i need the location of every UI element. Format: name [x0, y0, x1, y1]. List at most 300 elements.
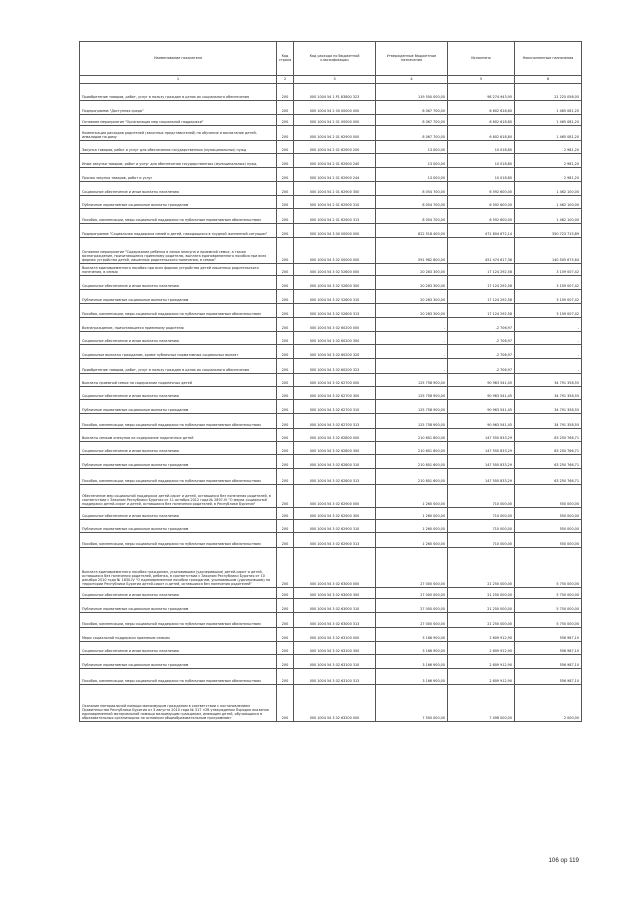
header-indicator-name: Наименование показателя	[80, 42, 277, 76]
table-cell-code: 200	[277, 182, 294, 196]
table-cell-unexecuted: 2 981,20	[515, 168, 582, 182]
table-header-row	[80, 42, 582, 76]
table-cell-kbk: 000 1004 54 3 02 62800 000	[294, 429, 376, 442]
table-cell-unexecuted: 2 981,20	[515, 141, 582, 154]
table-cell-name: Закупка товаров, работ и услуг для обеспечения государственных (муниципальных) нужд	[80, 141, 277, 154]
table-cell-executed: 710 000,00	[448, 508, 515, 520]
table-cell-approved: 27 000 000,00	[376, 613, 448, 628]
table-cell-unexecuted: 1 465 081,20	[515, 115, 582, 126]
table-cell-approved: 125 758 900,00	[376, 387, 448, 400]
table-cell-unexecuted: 34 791 358,55	[515, 400, 582, 414]
table-cell-unexecuted: 556 987,10	[515, 655, 582, 669]
table-cell-name: Подпрограмма "Доступная среда"	[80, 101, 277, 115]
table-row	[80, 508, 582, 520]
table-cell-code: 200	[277, 588, 294, 599]
table-cell-name: Выплата единовременного пособия гражданам, усыновившим (удочерившим) детей-сирот и детей, оставшихся без попечения родителей, ребенка, в соответствии с Законом Республики Бурятия от 10 декабря 2010 года № 1830-IV "О единовременном пособии гражданам, усыновившим (удочерившим) на территории Республики Бурятия детей-сирот и детей, оставшихся без попечения родителей"	[80, 548, 277, 588]
table-cell-executed: 17 124 292,58	[448, 290, 515, 304]
table-cell-kbk: 000 1004 54 3 02 62900 300	[294, 508, 376, 520]
table-cell-unexecuted: 556 987,10	[515, 669, 582, 685]
table-cell-kbk: 000 1004 54 3 02 62800 300	[294, 442, 376, 455]
table-cell-name: Социальное обеспечение и иные выплаты населению	[80, 182, 277, 196]
table-cell-name: Приобретение товаров, работ, услуг в пользу граждан в целях их социального обеспечения	[80, 359, 277, 374]
table-cell-executed: -2 706,97	[448, 318, 515, 332]
table-cell-code: 200	[277, 508, 294, 520]
table-cell-kbk: 000 1004 54 3 02 63000 310	[294, 599, 376, 613]
table-cell-approved: 8 054 700,00	[376, 209, 448, 224]
table-cell-unexecuted: 550 000,00	[515, 520, 582, 533]
table-row	[80, 196, 582, 209]
table-cell-approved: 20 283 300,00	[376, 276, 448, 290]
table-cell-executed: 471 804 672,14	[448, 224, 515, 238]
table-cell-name: Публичные нормативные социальные выплаты гражданам	[80, 400, 277, 414]
table-cell-name: Публичные нормативные социальные выплаты гражданам	[80, 196, 277, 209]
table-cell-executed: 2 609 912,90	[448, 655, 515, 669]
table-cell-kbk: 000 1004 54 3 02 63100 313	[294, 669, 376, 685]
table-cell-name: Публичные нормативные социальные выплаты гражданам	[80, 520, 277, 533]
table-cell-approved: 822 518 400,00	[376, 224, 448, 238]
table-cell-executed: 710 000,00	[448, 520, 515, 533]
header-executed: Исполнено	[448, 42, 515, 76]
table-cell-executed: -2 706,97	[448, 359, 515, 374]
table-cell-unexecuted: 1 462 100,00	[515, 209, 582, 224]
table-cell-unexecuted: 1 465 081,20	[515, 126, 582, 141]
table-cell-name: Иные закупки товаров, работ и услуг для обеспечения государственных (муниципальных) нужд	[80, 154, 277, 168]
table-cell-approved: 8 067 700,00	[376, 115, 448, 126]
table-cell-kbk: 000 1004 54 3 02 62800 310	[294, 455, 376, 469]
table-cell-name: Пособия, компенсации, меры социальной поддержки по публичным нормативным обязательствам	[80, 414, 277, 429]
table-cell-unexecuted: 1 462 100,00	[515, 196, 582, 209]
table-cell-unexecuted: 34 791 358,55	[515, 374, 582, 387]
table-cell-name: Социальные выплаты гражданам, кроме публичных нормативных социальных выплат	[80, 345, 277, 359]
table-cell-code: 200	[277, 548, 294, 588]
table-cell-executed: 98 274 943,95	[448, 84, 515, 101]
table-cell-approved: 3 166 900,00	[376, 669, 448, 685]
table-row	[80, 115, 582, 126]
table-cell-executed: 21 250 000,00	[448, 548, 515, 588]
table-cell-unexecuted: 5 750 000,00	[515, 599, 582, 613]
column-number: 1	[80, 76, 277, 84]
table-cell-code: 200	[277, 455, 294, 469]
table-row	[80, 669, 582, 685]
table-cell-approved: 13 000,00	[376, 154, 448, 168]
table-cell-name: Меры социальной поддержки приемным семьям	[80, 628, 277, 642]
table-cell-unexecuted: 63 250 766,71	[515, 442, 582, 455]
table-cell-unexecuted: 63 250 766,71	[515, 429, 582, 442]
table-cell-approved: 3 166 900,00	[376, 655, 448, 669]
table-cell-kbk: 000 1004 54 3 02 62900 000	[294, 485, 376, 508]
header-budget-classification: Код расхода по бюджетной классификации	[294, 42, 376, 76]
table-cell-approved: 7 500 000,00	[376, 685, 448, 722]
table-cell-kbk: 000 1004 54 3 02 62900 313	[294, 533, 376, 548]
table-cell-code: 200	[277, 414, 294, 429]
table-cell-approved: 8 067 700,00	[376, 126, 448, 141]
table-cell-executed: 6 602 618,80	[448, 115, 515, 126]
table-cell-kbk: 000 1004 54 3 02 62700 313	[294, 414, 376, 429]
table-cell-kbk: 000 1004 54 3 02 62700 000	[294, 374, 376, 387]
table-cell-kbk: 000 1004 54 2 01 62900 313	[294, 209, 376, 224]
table-cell-code: 200	[277, 655, 294, 669]
table-cell-unexecuted: 5 750 000,00	[515, 613, 582, 628]
table-row	[80, 469, 582, 485]
table-cell-code: 200	[277, 533, 294, 548]
table-row	[80, 154, 582, 168]
table-cell-code: 200	[277, 264, 294, 276]
table-cell-kbk: 000 1004 54 3 02 52600 000	[294, 264, 376, 276]
table-cell-executed: 2 609 912,90	[448, 628, 515, 642]
table-cell-executed: 6 592 600,00	[448, 196, 515, 209]
table-cell-unexecuted: -	[515, 345, 582, 359]
table-cell-name: Пособия, компенсации, меры социальной поддержки по публичным нормативным обязательствам	[80, 533, 277, 548]
table-cell-executed: 21 250 000,00	[448, 599, 515, 613]
table-cell-unexecuted: 34 791 358,55	[515, 414, 582, 429]
table-cell-executed: 17 124 292,58	[448, 276, 515, 290]
table-cell-code: 200	[277, 400, 294, 414]
table-cell-unexecuted: -	[515, 359, 582, 374]
table-cell-executed: 710 000,00	[448, 485, 515, 508]
table-cell-name: Социальное обеспечение и иные выплаты населению	[80, 642, 277, 655]
table-cell-kbk: 000 1004 54 3 02 63000 000	[294, 548, 376, 588]
table-cell-code: 200	[277, 685, 294, 722]
table-cell-unexecuted: 3 159 007,42	[515, 276, 582, 290]
table-row	[80, 359, 582, 374]
table-cell-approved: 210 801 600,00	[376, 429, 448, 442]
table-cell-code: 200	[277, 154, 294, 168]
table-cell-executed: 10 018,80	[448, 168, 515, 182]
table-cell-executed: 21 250 000,00	[448, 588, 515, 599]
table-cell-executed: 6 592 600,00	[448, 209, 515, 224]
table-cell-name: Прочая закупка товаров, работ и услуг	[80, 168, 277, 182]
table-row	[80, 414, 582, 429]
table-cell-name: Социальное обеспечение и иные выплаты населению	[80, 332, 277, 345]
table-cell-approved: 1 260 000,00	[376, 508, 448, 520]
header-approved: Утвержденные бюджетные назначения	[376, 42, 448, 76]
table-cell-name: Выплаты семьям опекунов на содержание подопечных детей	[80, 429, 277, 442]
table-cell-unexecuted: 1 465 081,20	[515, 101, 582, 115]
table-cell-kbk: 000 1004 54 2 01 62900 200	[294, 141, 376, 154]
table-cell-executed: 451 474 617,36	[448, 238, 515, 264]
table-cell-name: Публичные нормативные социальные выплаты гражданам	[80, 290, 277, 304]
table-cell-approved: 20 283 300,00	[376, 290, 448, 304]
table-row	[80, 126, 582, 141]
table-cell-kbk: 000 1004 54 2 01 62900 244	[294, 168, 376, 182]
table-row	[80, 387, 582, 400]
table-cell-approved: 8 067 700,00	[376, 101, 448, 115]
table-cell-approved: 125 758 900,00	[376, 374, 448, 387]
table-cell-unexecuted: 5 750 000,00	[515, 548, 582, 588]
table-cell-name: Обеспечение мер социальной поддержки детей-сирот и детей, оставшихся без попечения родителей, в соответствии с Законом Республики Бурятия от 11 октября 2012 года № 2897-IV "О мерах социальной поддержки детей-сирот и детей, оставшихся без попечения родителей, в Республике Бурятия"	[80, 485, 277, 508]
table-row	[80, 685, 582, 722]
table-cell-approved: 3 166 900,00	[376, 628, 448, 642]
column-number: 6	[515, 76, 582, 84]
table-cell-kbk: 000 1004 54 3 02 62900 310	[294, 520, 376, 533]
table-cell-approved: 1 260 000,00	[376, 485, 448, 508]
table-cell-approved: 8 054 700,00	[376, 182, 448, 196]
table-cell-kbk: 000 1004 54 3 02 63200 000	[294, 685, 376, 722]
table-cell-name: Пособия, компенсации, меры социальной поддержки по публичным нормативным обязательствам	[80, 669, 277, 685]
table-cell-name: Пособия, компенсации, меры социальной поддержки по публичным нормативным обязательствам	[80, 613, 277, 628]
header-row-code: Код строки	[277, 42, 294, 76]
table-row	[80, 168, 582, 182]
table-cell-approved: 13 000,00	[376, 141, 448, 154]
table-row	[80, 290, 582, 304]
table-cell-name: Компенсация расходов родителей (законных представителей) на обучение и воспитание детей-инвалидов на дому	[80, 126, 277, 141]
table-row	[80, 209, 582, 224]
table-cell-code: 200	[277, 429, 294, 442]
table-cell-unexecuted: 63 250 766,71	[515, 469, 582, 485]
table-cell-name: Подпрограмма "Социальная поддержка семей и детей, находящихся в трудной жизненной ситуации"	[80, 224, 277, 238]
table-row	[80, 548, 582, 588]
table-cell-unexecuted: 63 250 766,71	[515, 455, 582, 469]
table-cell-unexecuted: 3 159 007,42	[515, 290, 582, 304]
table-cell-approved: 210 801 600,00	[376, 469, 448, 485]
table-cell-code: 200	[277, 224, 294, 238]
table-cell-approved: 3 166 900,00	[376, 642, 448, 655]
table-cell-code: 200	[277, 359, 294, 374]
table-cell-name: Выплаты приемной семье на содержание подопечных детей	[80, 374, 277, 387]
table-row	[80, 613, 582, 628]
table-row	[80, 642, 582, 655]
table-cell-kbk: 000 1004 54 2 01 62900 300	[294, 182, 376, 196]
table-cell-name: Основное мероприятие "Организация мер социальной поддержки"	[80, 115, 277, 126]
table-cell-approved: 27 000 000,00	[376, 588, 448, 599]
table-cell-code: 200	[277, 669, 294, 685]
table-cell-executed: 90 963 541,45	[448, 400, 515, 414]
table-cell-executed: 6 602 618,80	[448, 101, 515, 115]
table-cell-kbk: 000 1004 54 3 02 60200 300	[294, 332, 376, 345]
table-row	[80, 455, 582, 469]
table-cell-code: 200	[277, 332, 294, 345]
table-cell-kbk: 000 1004 54 3 02 62800 313	[294, 469, 376, 485]
column-number: 4	[376, 76, 448, 84]
table-cell-approved: 1 260 000,00	[376, 533, 448, 548]
table-cell-code: 200	[277, 168, 294, 182]
table-cell-approved: 125 758 900,00	[376, 414, 448, 429]
table-cell-unexecuted: 2 981,20	[515, 154, 582, 168]
table-cell-executed: 147 550 833,29	[448, 469, 515, 485]
table-cell-kbk: 000 1004 54 1 Р1 83800 323	[294, 84, 376, 101]
table-row	[80, 533, 582, 548]
table-cell-code: 200	[277, 520, 294, 533]
table-cell-kbk: 000 1004 54 3 02 63100 300	[294, 642, 376, 655]
table-cell-approved: 20 283 300,00	[376, 304, 448, 318]
table-cell-executed: 10 018,80	[448, 141, 515, 154]
table-row	[80, 520, 582, 533]
table-cell-executed: 90 963 541,45	[448, 374, 515, 387]
table-cell-name: Социальное обеспечение и иные выплаты населению	[80, 276, 277, 290]
table-row	[80, 304, 582, 318]
table-cell-approved: 591 982 600,00	[376, 238, 448, 264]
table-cell-code: 200	[277, 276, 294, 290]
table-cell-kbk: 000 1004 54 3 02 63100 000	[294, 628, 376, 642]
table-cell-kbk: 000 1004 54 3 02 00000 000	[294, 238, 376, 264]
table-cell-executed: 2 609 912,90	[448, 669, 515, 685]
table-row	[80, 588, 582, 599]
table-cell-kbk: 000 1004 54 2 01 62900 000	[294, 126, 376, 141]
table-cell-code: 200	[277, 485, 294, 508]
table-cell-executed: 10 018,80	[448, 154, 515, 168]
table-row	[80, 345, 582, 359]
table-row	[80, 318, 582, 332]
table-cell-name: Оказание материальной помощи малоимущим гражданам в соответствии с постановлением Правительства Республики Бурятия от 3 августа 2010 года № 317 «Об утверждении Порядка оказания единовременной материальной помощи малоимущим гражданам, имеющим детей, обучающихся в образовательных организациях по основным общеобразовательным программам»	[80, 685, 277, 722]
table-cell-executed: 147 550 833,29	[448, 429, 515, 442]
table-cell-executed: 6 602 618,80	[448, 126, 515, 141]
table-cell-executed: 90 963 541,45	[448, 414, 515, 429]
table-cell-kbk: 000 1004 54 3 02 60200 323	[294, 359, 376, 374]
table-cell-code: 200	[277, 442, 294, 455]
header-unexecuted: Неисполненные назначения	[515, 42, 582, 76]
table-cell-kbk: 000 1004 54 3 02 62700 310	[294, 400, 376, 414]
table-cell-kbk: 000 1004 54 3 02 63000 300	[294, 588, 376, 599]
table-cell-approved: 27 000 000,00	[376, 548, 448, 588]
table-cell-kbk: 000 1004 54 3 02 63100 310	[294, 655, 376, 669]
table-row	[80, 238, 582, 264]
table-cell-executed: 90 963 541,45	[448, 387, 515, 400]
table-cell-code: 200	[277, 613, 294, 628]
table-cell-kbk: 000 1004 54 2 01 62900 240	[294, 154, 376, 168]
table-cell-unexecuted: 1 462 100,00	[515, 182, 582, 196]
table-cell-approved: 1 260 000,00	[376, 520, 448, 533]
table-cell-code: 200	[277, 196, 294, 209]
table-cell-code: 200	[277, 304, 294, 318]
table-cell-approved: 8 054 700,00	[376, 196, 448, 209]
table-cell-executed: 147 550 833,29	[448, 455, 515, 469]
table-cell-kbk: 000 1004 54 3 00 00000 000	[294, 224, 376, 238]
budget-execution-table	[79, 41, 582, 722]
table-cell-name: Вознаграждение, причитающееся приемному родителю	[80, 318, 277, 332]
table-row	[80, 264, 582, 276]
table-cell-name: Публичные нормативные социальные выплаты гражданам	[80, 599, 277, 613]
table-cell-unexecuted: 21 225 056,05	[515, 84, 582, 101]
table-cell-unexecuted: -	[515, 318, 582, 332]
table-row	[80, 485, 582, 508]
table-row	[80, 84, 582, 101]
table-cell-name: Публичные нормативные социальные выплаты гражданам	[80, 655, 277, 669]
column-number-row	[80, 76, 582, 84]
table-cell-approved: 210 801 600,00	[376, 442, 448, 455]
table-cell-name: Социальное обеспечение и иные выплаты населению	[80, 442, 277, 455]
table-cell-unexecuted: 140 505 675,64	[515, 238, 582, 264]
table-cell-kbk: 000 1004 54 3 02 62700 300	[294, 387, 376, 400]
table-cell-approved: 210 801 600,00	[376, 455, 448, 469]
table-row	[80, 429, 582, 442]
table-cell-name: Социальное обеспечение и иные выплаты населению	[80, 387, 277, 400]
table-cell-code: 200	[277, 345, 294, 359]
table-cell-name: Социальное обеспечение и иные выплаты населению	[80, 588, 277, 599]
table-cell-kbk: 000 1004 54 3 02 60200 000	[294, 318, 376, 332]
table-row	[80, 101, 582, 115]
table-cell-approved: 125 758 900,00	[376, 400, 448, 414]
table-cell-executed: 710 000,00	[448, 533, 515, 548]
table-row	[80, 276, 582, 290]
table-cell-approved: 27 000 000,00	[376, 599, 448, 613]
table-row	[80, 655, 582, 669]
table-cell-approved: -	[376, 345, 448, 359]
table-cell-name: Публичные нормативные социальные выплаты гражданам	[80, 455, 277, 469]
table-cell-kbk: 000 1004 54 3 02 60200 320	[294, 345, 376, 359]
table-cell-kbk: 000 1004 54 3 02 52600 310	[294, 290, 376, 304]
table-cell-name: Социальное обеспечение и иные выплаты населению	[80, 508, 277, 520]
table-cell-executed: 17 124 292,58	[448, 264, 515, 276]
table-cell-code: 200	[277, 238, 294, 264]
table-row	[80, 224, 582, 238]
table-cell-unexecuted: 34 791 358,55	[515, 387, 582, 400]
table-cell-kbk: 000 1004 54 3 02 52600 300	[294, 276, 376, 290]
table-cell-kbk: 000 1004 54 2 01 62900 310	[294, 196, 376, 209]
table-cell-unexecuted: 3 159 007,42	[515, 304, 582, 318]
table-cell-code: 200	[277, 141, 294, 154]
table-cell-approved: 119 500 000,00	[376, 84, 448, 101]
column-number: 2	[277, 76, 294, 84]
table-cell-approved: -	[376, 332, 448, 345]
table-cell-code: 200	[277, 84, 294, 101]
table-cell-code: 200	[277, 469, 294, 485]
table-cell-executed: 6 592 600,00	[448, 182, 515, 196]
table-cell-kbk: 000 1004 54 2 00 00000 000	[294, 101, 376, 115]
table-cell-kbk: 000 1004 54 3 02 52600 313	[294, 304, 376, 318]
table-cell-name: Выплата единовременного пособия при всех формах устройства детей лишенных родительского попечения, в семью	[80, 264, 277, 276]
table-cell-approved: -	[376, 359, 448, 374]
table-body	[80, 84, 582, 722]
table-cell-code: 200	[277, 126, 294, 141]
table-cell-approved: 13 000,00	[376, 168, 448, 182]
table-cell-approved: -	[376, 318, 448, 332]
table-cell-unexecuted: 556 987,10	[515, 628, 582, 642]
table-cell-name: Пособия, компенсации, меры социальной поддержки по публичным нормативным обязательствам	[80, 304, 277, 318]
table-cell-executed: 17 124 292,58	[448, 304, 515, 318]
table-cell-code: 200	[277, 628, 294, 642]
table-cell-name: Пособия, компенсации, меры социальной поддержки по публичным нормативным обязательствам	[80, 209, 277, 224]
table-cell-code: 200	[277, 599, 294, 613]
table-cell-code: 200	[277, 290, 294, 304]
table-cell-code: 200	[277, 115, 294, 126]
table-cell-executed: 7 498 000,00	[448, 685, 515, 722]
table-cell-code: 200	[277, 642, 294, 655]
table-cell-name: Приобретение товаров, работ, услуг в пользу граждан в целях их социального обеспечения	[80, 84, 277, 101]
table-row	[80, 182, 582, 196]
table-cell-unexecuted: 550 000,00	[515, 533, 582, 548]
table-row	[80, 400, 582, 414]
table-cell-executed: 2 609 912,90	[448, 642, 515, 655]
table-cell-code: 200	[277, 374, 294, 387]
table-cell-kbk: 000 1004 54 3 02 63000 313	[294, 613, 376, 628]
table-cell-unexecuted: 556 987,10	[515, 642, 582, 655]
table-cell-unexecuted: 550 000,00	[515, 508, 582, 520]
table-cell-name: Основное мероприятие "Содержание ребенка в семье опекуна и приемной семье, а также вознаграждение, причитающееся приемному родителю, выплата единовременного пособия при всех формах устройства детей, лишенных родительского попечения, в семью"	[80, 238, 277, 264]
table-row	[80, 628, 582, 642]
table-cell-unexecuted: 3 159 007,42	[515, 264, 582, 276]
column-number: 5	[448, 76, 515, 84]
table-cell-kbk: 000 1004 54 2 01 00000 000	[294, 115, 376, 126]
table-cell-name: Пособия, компенсации, меры социальной поддержки по публичным нормативным обязательствам	[80, 469, 277, 485]
table-cell-unexecuted: 5 750 000,00	[515, 588, 582, 599]
table-cell-unexecuted: 550 000,00	[515, 485, 582, 508]
table-cell-unexecuted: -	[515, 332, 582, 345]
table-cell-executed: 147 550 833,29	[448, 442, 515, 455]
table-cell-executed: -2 706,97	[448, 345, 515, 359]
table-row	[80, 599, 582, 613]
table-cell-code: 200	[277, 101, 294, 115]
table-cell-code: 200	[277, 209, 294, 224]
table-row	[80, 442, 582, 455]
table-cell-approved: 20 283 300,00	[376, 264, 448, 276]
table-cell-code: 200	[277, 318, 294, 332]
table-cell-executed: -2 706,97	[448, 332, 515, 345]
table-cell-code: 200	[277, 387, 294, 400]
table-cell-unexecuted: 2 000,00	[515, 685, 582, 722]
table-row	[80, 374, 582, 387]
table-cell-unexecuted: 350 723 715,89	[515, 224, 582, 238]
column-number: 3	[294, 76, 376, 84]
